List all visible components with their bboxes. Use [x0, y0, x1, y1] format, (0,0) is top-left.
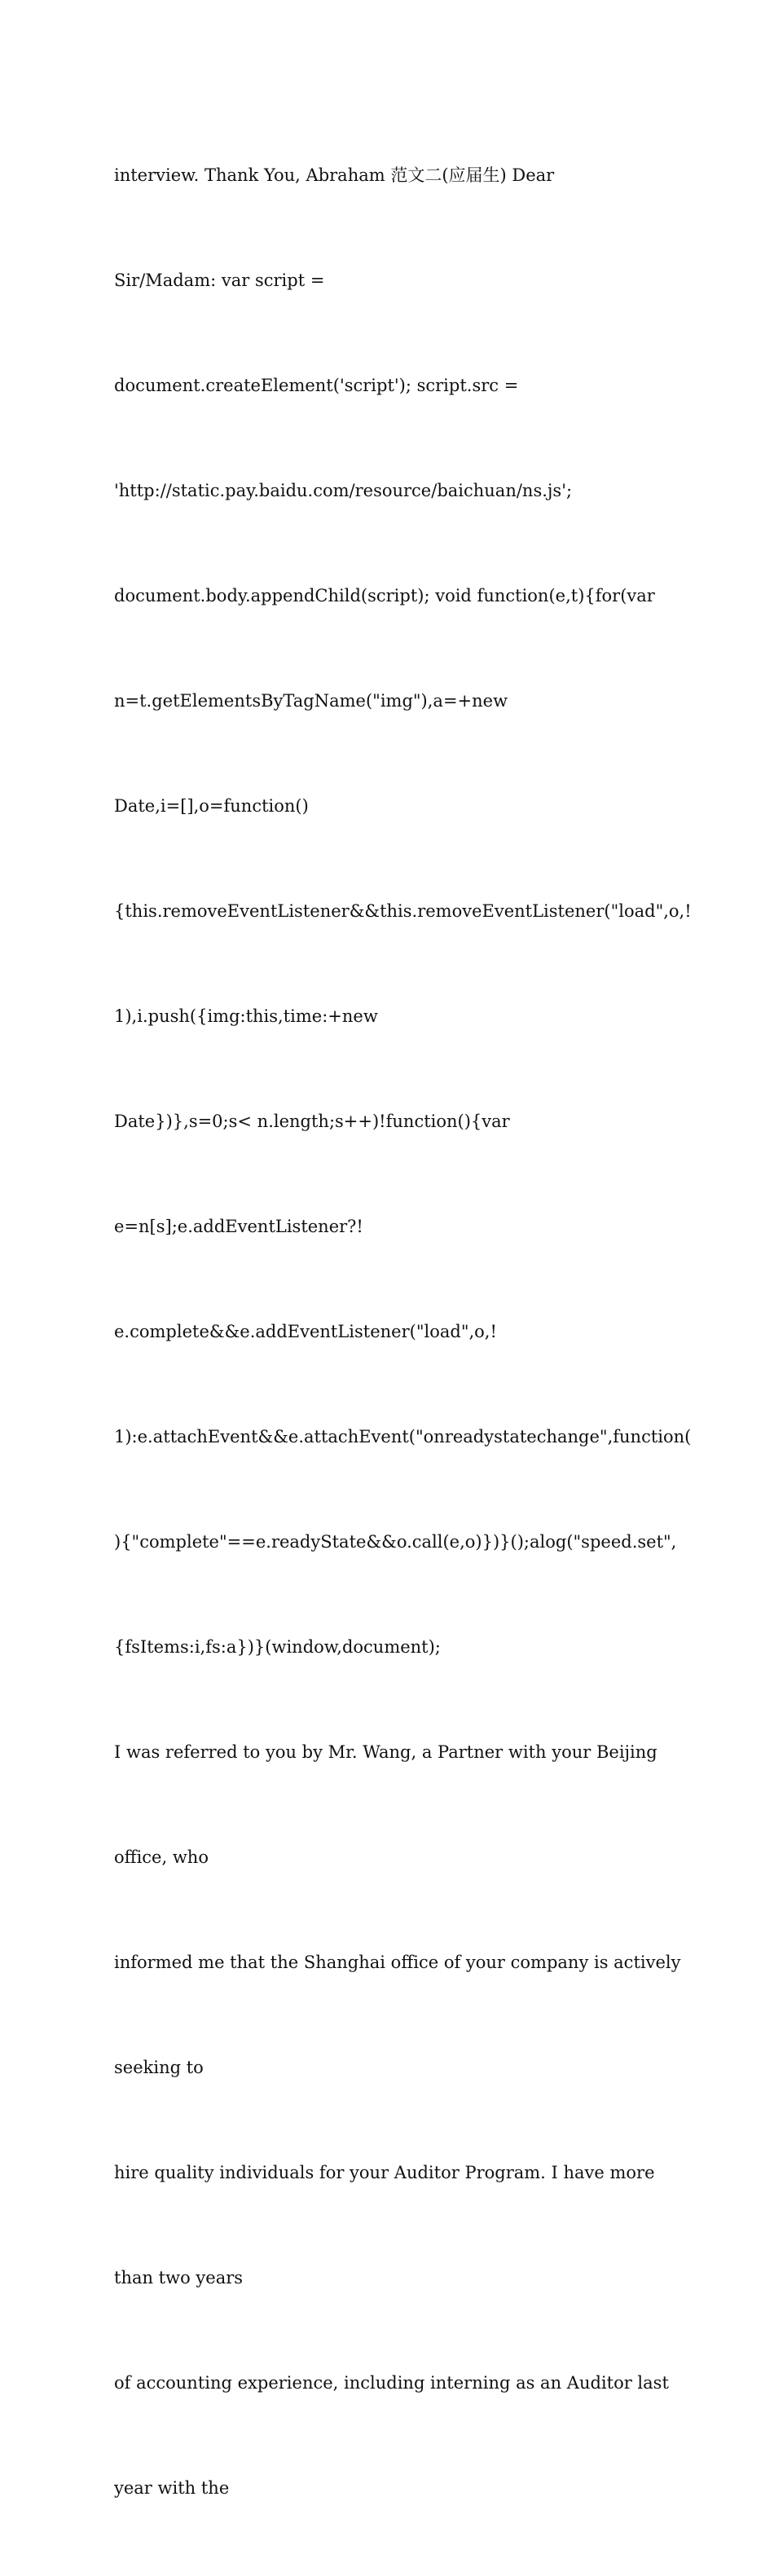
text-line: informed me that the Shanghai office of your company is actively	[114, 1953, 681, 1972]
text-line: interview. Thank You, Abraham 范文二(应届生) Dear	[114, 165, 555, 185]
text-line: {fsItems:i,fs:a})}(window,document);	[114, 1637, 441, 1657]
text-line: year with the	[114, 2478, 230, 2498]
document-body	[114, 88, 692, 2576]
text-line: e=n[s];e.addEventListener?!	[114, 1217, 363, 1236]
text-line: 1):e.attachEvent&&e.attachEvent("onreadystatechange",function(	[114, 1427, 692, 1447]
text-line: than two years	[114, 2268, 244, 2288]
text-line: document.body.appendChild(script); void function(e,t){for(var	[114, 586, 655, 605]
text-line: Date,i=[],o=function()	[114, 796, 309, 816]
text-line: {this.removeEventListener&&this.removeEventListener("load",o,!	[114, 901, 692, 921]
text-line: seeking to	[114, 2058, 204, 2077]
text-line: of accounting experience, including interning as an Auditor last	[114, 2373, 669, 2393]
text-line: office, who	[114, 1847, 209, 1867]
text-line: e.complete&&e.addEventListener("load",o,!	[114, 1322, 497, 1341]
text-line: document.createElement('script'); script.src =	[114, 376, 519, 395]
text-line: I was referred to you by Mr. Wang, a Partner with your Beijing	[114, 1742, 657, 1762]
text-line: 1),i.push({img:this,time:+new	[114, 1006, 378, 1026]
text-line: hire quality individuals for your Auditor Program. I have more	[114, 2163, 655, 2182]
text-line: Date})},s=0;s< n.length;s++)!function(){var	[114, 1112, 510, 1131]
text-line: 'http://static.pay.baidu.com/resource/baichuan/ns.js';	[114, 481, 573, 500]
text-line: n=t.getElementsByTagName("img"),a=+new	[114, 691, 508, 711]
text-line: ){"complete"==e.readyState&&o.call(e,o)})}();alog("speed.set",	[114, 1532, 677, 1552]
text-line: Sir/Madam: var script =	[114, 271, 325, 290]
